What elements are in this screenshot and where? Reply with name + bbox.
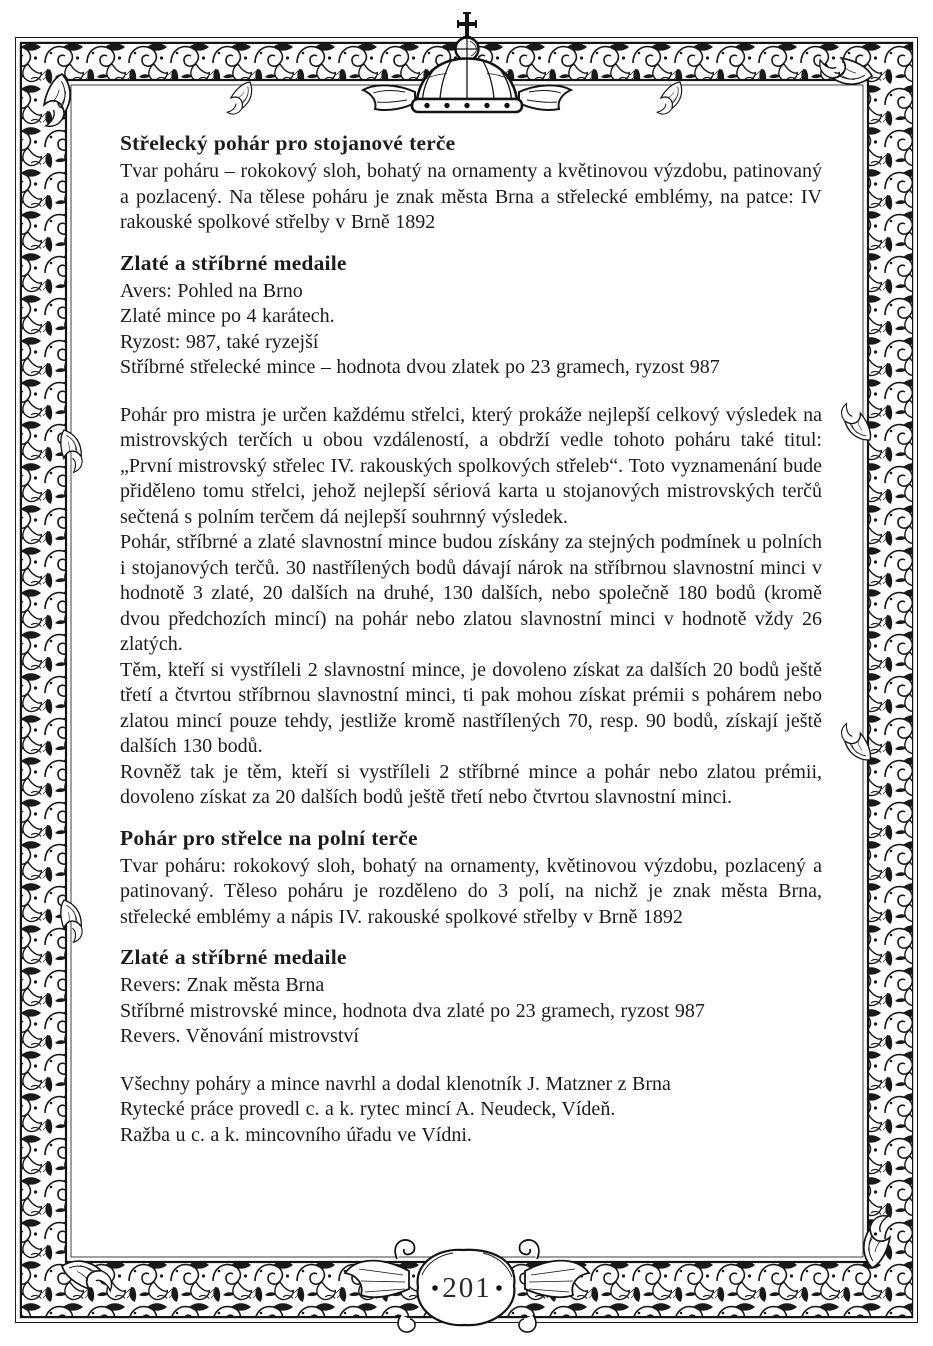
text-line: Rytecké práce provedl c. a k. rytec mincí A. Neudeck, Vídeň. <box>120 1098 616 1120</box>
paragraph: Pohár, stříbrné a zlaté slavnostní mince budou získány za stejných podmínek u polních i stojanových terčů. 30 nastřílených bodů dávají nárok na stříbrnou slavnostní minci v hodnotě 3 zlaté, 20 dalších na druhé, 130 dalších, nebo společně 180 bodů (kromě dvou předchozích mincí) na pohár nebo zlatou slavnostní minci v hodnotě vždy 26 zlatých. <box>120 531 822 655</box>
section-medals-1 <box>120 250 822 381</box>
paragraph: Těm, kteří si vystříleli 2 slavnostní mince, je dovoleno získat za dalších 20 bodů ještě třetí a čtvrtou stříbrnou slavnostní minci, ti pak mohou získat prémii s pohárem nebo zlatou mincí pouze tehdy, jestliže kromě nastřílených 70, resp. 90 bodů, získají ještě dalších 130 bodů. <box>120 658 822 757</box>
section-rules <box>120 403 822 811</box>
paragraph: Tvar poháru: rokokový sloh, bohatý na ornamenty, květinovou výzdobu, pozlacený a patinovaný. Těleso poháru je rozděleno do 3 polí, na nichž je znak města Brna, střelecké emblémy a nápis IV. rakouské spolkové střelby v Brně 1892 <box>120 854 822 928</box>
text-line: Všechny poháry a mince navrhl a dodal klenotník J. Matzner z Brna <box>120 1072 671 1095</box>
section-heading: Zlaté a stříbrné medaile <box>120 945 347 969</box>
text-line: Ražba u c. a k. mincovního úřadu ve Vídni. <box>120 1123 472 1146</box>
section-field-target-cup <box>120 825 822 931</box>
section-standing-target-cup <box>120 130 822 236</box>
paragraph: Tvar poháru – rokokový sloh, bohatý na ornamenty a květinovou výzdobu, patinovaný a pozlacený. Na tělese poháru je znak města Brna a střelecké emblémy, na patce: IV rakouské spolkové střelby v Brně 1892 <box>120 160 822 233</box>
section-heading: Střelecký pohár pro stojanové terče <box>120 131 456 155</box>
page-content <box>120 130 822 1148</box>
text-line: Avers: Pohled na Brno <box>120 279 303 302</box>
section-medals-2 <box>120 944 822 1050</box>
paragraph: Pohár pro mistra je určen každému střelci, který prokáže nejlepší celkový výsledek na mistrovských terčích u obou vzdáleností, a obdrží vedle tohoto poháru také titul: „První mistrovský střelec IV. rakouských spolkových střeleb“. Toto vyznamenání bude přiděleno tomu střelci, jehož nejlepší sériová karta u stojanových mistrovských terčů sečtená s polním terčem dá nejlepší souhrnný výsledek. <box>120 403 822 528</box>
section-heading: Zlaté a stříbrné medaile <box>120 250 347 275</box>
text-line: Revers: Znak města Brna <box>120 974 325 996</box>
text-line: Revers. Věnování mistrovství <box>120 1025 359 1047</box>
text-line: Ryzost: 987, také ryzejší <box>120 330 319 353</box>
section-credits <box>120 1072 822 1149</box>
text-line: Stříbrné střelecké mince – hodnota dvou zlatek po 23 gramech, ryzost 987 <box>120 356 720 378</box>
text-line: Zlaté mince po 4 karátech. <box>120 305 335 327</box>
page-number: 201 <box>442 1272 492 1304</box>
section-heading: Pohár pro střelce na polní terče <box>120 825 418 850</box>
text-line: Stříbrné mistrovské mince, hodnota dva zlaté po 23 gramech, ryzost 987 <box>120 999 705 1022</box>
paragraph: Rovněž tak je těm, kteří si vystříleli 2 stříbrné mince a pohár nebo zlatou prémii, dovoleno získat za 20 dalších bodů ještě třetí nebo čtvrtou slavnostní minci. <box>120 760 822 808</box>
